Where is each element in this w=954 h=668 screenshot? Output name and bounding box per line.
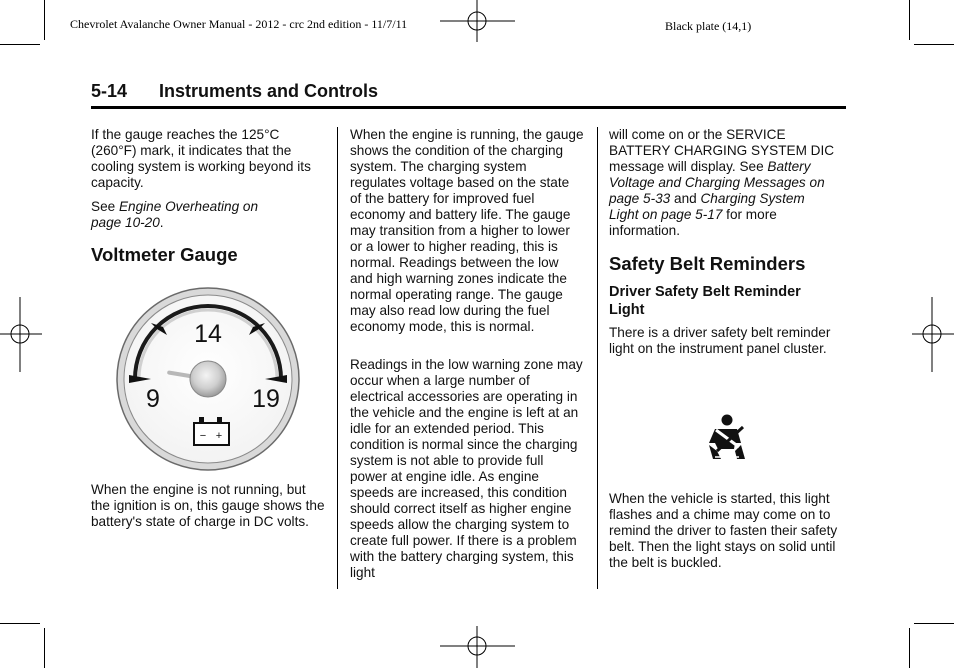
charging-system-light-link[interactable]: Charging System Light on page 5-17 xyxy=(609,191,805,222)
section-title: Instruments and Controls xyxy=(159,81,379,101)
voltmeter-heading: Voltmeter Gauge xyxy=(91,244,238,265)
see-suffix: . xyxy=(159,215,164,230)
driver-belt-subheading: Driver Safety Belt Reminder Light xyxy=(609,284,801,318)
battery-minus: − xyxy=(199,430,207,442)
registration-mark-right xyxy=(912,297,954,372)
see-prefix: See xyxy=(91,199,119,214)
col3-p1-end: for more information. xyxy=(609,207,777,238)
page-number: 5-14 xyxy=(91,81,128,101)
col2-paragraph-1: When the engine is running, the gauge shows the condition of the charging system. The charging system regulates voltage based on the state of the battery for improved fuel economy and battery life. The gauge may transition from a higher to lower or a lower to higher reading, this is normal. Readings between the low and high warning zones indicate the normal operating range. The gauge may also read low during the fuel economy mode, this is normal. xyxy=(350,127,584,334)
registration-mark-left xyxy=(0,297,42,372)
col3-p1-and: and xyxy=(670,191,701,206)
battery-plus: + xyxy=(215,430,223,442)
gauge-label-9: 9 xyxy=(146,385,160,413)
registration-mark-top xyxy=(440,0,515,42)
slug-left: Chevrolet Avalanche Owner Manual - 2012 - crc 2nd edition - 11/7/11 xyxy=(70,17,408,31)
col3-p1-text: will come on or the SERVICE BATTERY CHARGING SYSTEM DIC message will display. See xyxy=(609,127,835,174)
voltmeter-gauge xyxy=(115,287,305,473)
col1-see-reference xyxy=(91,199,291,231)
col1-paragraph-1: If the gauge reaches the 125°C (260°F) mark, it indicates that the cooling system is working beyond its capacity. xyxy=(91,127,311,190)
gauge-label-14: 14 xyxy=(194,320,222,348)
engine-overheating-link[interactable]: Engine Overheating on page 10-20 xyxy=(91,199,259,230)
safety-belt-heading: Safety Belt Reminders xyxy=(609,253,806,274)
col3-paragraph-3: When the vehicle is started, this light flashes and a chime may come on to remind the driver to fasten their safety belt. Then the light stays on solid until the belt is buckled. xyxy=(609,491,838,570)
col2-paragraph-2: Readings in the low warning zone may occur when a large number of electrical accessories are operating in the vehicle and the engine is left at an idle for an extended period. This condition is normal since the charging system is not able to provide full power at engine idle. As engine speeds are increased, this condition should correct itself as higher engine speeds allow the charging system to create full power. If there is a problem with the battery charging system, this light xyxy=(350,357,583,580)
battery-voltage-link[interactable]: Battery Voltage and Charging Messages on page 5-33 xyxy=(609,159,825,206)
registration-mark-bottom xyxy=(440,626,515,668)
col3-paragraph-2: There is a driver safety belt reminder light on the instrument panel cluster. xyxy=(609,325,831,356)
slug-right: Black plate (14,1) xyxy=(665,19,752,33)
column-divider xyxy=(337,127,338,589)
seatbelt-icon xyxy=(703,413,753,465)
col3-paragraph-1 xyxy=(609,127,835,239)
gauge-label-19: 19 xyxy=(252,385,280,413)
gauge-hub xyxy=(190,361,226,397)
column-divider xyxy=(597,127,598,589)
col1-paragraph-2: When the engine is not running, but the ignition is on, this gauge shows the battery's state of charge in DC volts. xyxy=(91,482,325,529)
running-header xyxy=(91,80,846,109)
